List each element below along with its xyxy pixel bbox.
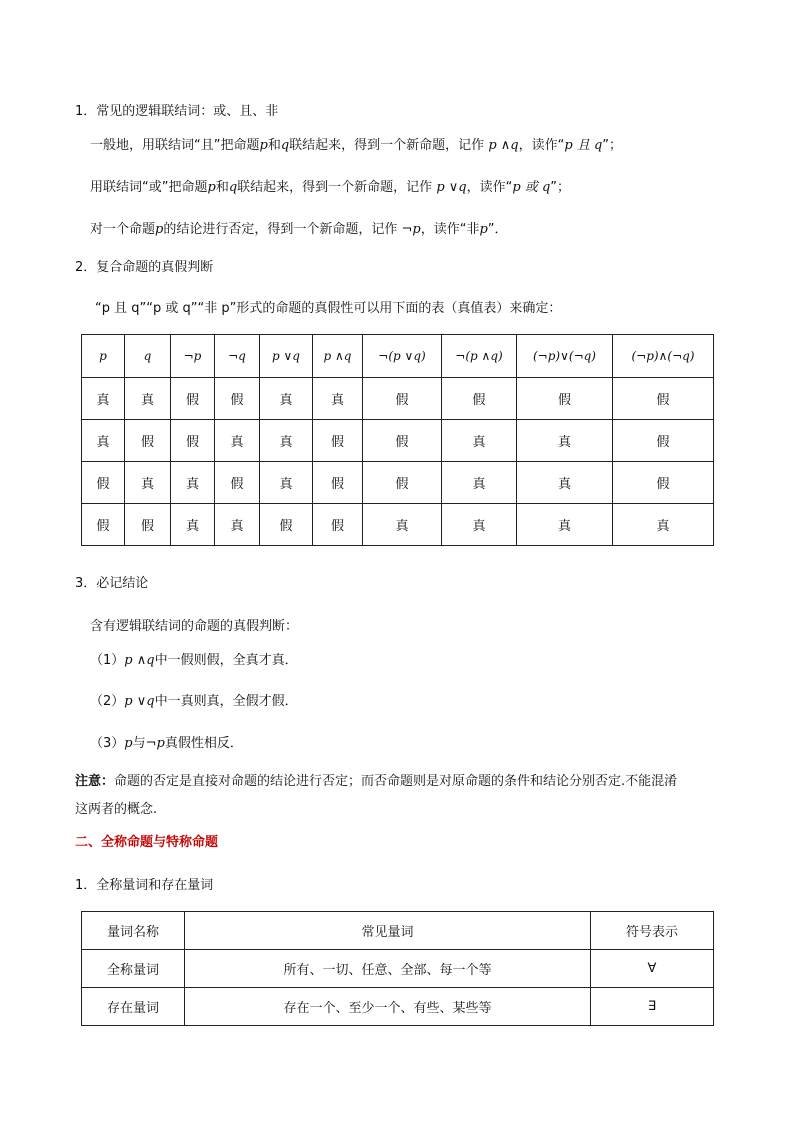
table-cell: 全称量词	[82, 950, 185, 988]
table-cell: 真	[260, 420, 313, 462]
table-cell: ∃	[591, 988, 714, 1026]
section-heading-1: 1．常见的逻辑联结词：或、且、非	[75, 104, 279, 119]
or-expression: p ∨q	[436, 180, 467, 195]
table-cell: 真	[171, 504, 215, 546]
table-row	[82, 378, 714, 420]
table-cell: 真	[442, 420, 517, 462]
table-cell: 假	[313, 420, 363, 462]
table-cell: 真	[260, 378, 313, 420]
table-row	[82, 420, 714, 462]
header-cell: 符号表示	[591, 912, 714, 950]
table-row	[82, 462, 714, 504]
table-cell: 真	[517, 420, 613, 462]
line-or: 用联结词“或”把命题p和q联结起来，得到一个新命题，记作 p ∨q，读作“p 或 q”；	[90, 180, 571, 195]
table-cell: 假	[125, 504, 171, 546]
note-line-1: 注意：命题的否定是直接对命题的结论进行否定；而否命题则是对原命题的条件和结论分别否定.不能混淆	[75, 774, 678, 789]
note-label: 注意：	[75, 774, 115, 789]
chapter-heading: 二、全称命题与特称命题	[75, 835, 219, 850]
table-cell: 真	[171, 462, 215, 504]
table-cell: 假	[363, 420, 442, 462]
table-cell: 假	[313, 504, 363, 546]
header-cell: 常见量词	[185, 912, 591, 950]
table-cell: 真	[517, 462, 613, 504]
quantifier-table	[81, 911, 714, 1026]
header-cell: ¬p	[171, 335, 215, 378]
header-cell: ¬q	[215, 335, 260, 378]
table-cell: 假	[517, 378, 613, 420]
header-cell: q	[125, 335, 171, 378]
table-cell: 假	[613, 378, 714, 420]
table-cell: 真	[442, 504, 517, 546]
table-cell: 真	[125, 378, 171, 420]
table-cell: 真	[125, 462, 171, 504]
table-cell: 假	[82, 504, 125, 546]
section-heading-3: 3．必记结论	[75, 576, 149, 591]
header-cell: p ∨q	[260, 335, 313, 378]
table-cell: 假	[171, 420, 215, 462]
table-cell: 真	[442, 462, 517, 504]
header-cell: p ∧q	[313, 335, 363, 378]
table-cell: 假	[613, 462, 714, 504]
table-row	[82, 988, 714, 1026]
table-cell: 真	[517, 504, 613, 546]
table-cell: 真	[313, 378, 363, 420]
conclusion-item-3: （3）p与¬p真假性相反．	[90, 736, 243, 751]
table-cell: 所有、一切、任意、全部、每一个等	[185, 950, 591, 988]
table-cell: 真	[363, 504, 442, 546]
table-cell: 真	[82, 420, 125, 462]
truth-table-header	[82, 335, 714, 378]
table-row	[82, 950, 714, 988]
conclusion-item-2: （2）p ∨q中一真则真，全假才假．	[90, 694, 298, 709]
header-cell: p	[82, 335, 125, 378]
quantifier-table-header	[82, 912, 714, 950]
table-cell: 真	[215, 420, 260, 462]
table-cell: 存在量词	[82, 988, 185, 1026]
header-cell: 量词名称	[82, 912, 185, 950]
conclusion-item-1: （1）p ∧q中一假则假，全真才真．	[90, 653, 298, 668]
table-cell: 假	[363, 462, 442, 504]
header-cell: (¬p)∨(¬q)	[517, 335, 613, 378]
table-cell: 假	[215, 462, 260, 504]
header-cell: ¬(p ∨q)	[363, 335, 442, 378]
table-cell: 真	[260, 462, 313, 504]
not-expression: ¬p	[401, 222, 421, 237]
line-not: 对一个命题p的结论进行否定，得到一个新命题，记作 ¬p，读作“非p”．	[90, 222, 508, 237]
header-cell: (¬p)∧(¬q)	[613, 335, 714, 378]
table-cell: 真	[613, 504, 714, 546]
table-cell: 真	[82, 378, 125, 420]
section-heading-2: 2．复合命题的真假判断	[75, 260, 214, 275]
truth-table-intro: “p 且 q”“p 或 q”“非 p”形式的命题的真假性可以用下面的表（真值表）来确定：	[95, 301, 562, 316]
table-cell: 假	[215, 378, 260, 420]
line-and: 一般地，用联结词“且”把命题p和q联结起来，得到一个新命题，记作 p ∧q，读作“p 且 q”；	[90, 138, 623, 153]
table-cell: 假	[125, 420, 171, 462]
table-cell: 假	[363, 378, 442, 420]
note-line-2: 这两者的概念.	[75, 802, 158, 817]
and-expression: p ∧q	[488, 138, 519, 153]
conclusion-intro: 含有逻辑联结词的命题的真假判断：	[90, 619, 299, 634]
table-cell: 假	[171, 378, 215, 420]
table-cell: 假	[82, 462, 125, 504]
truth-table	[81, 334, 714, 546]
table-cell: 真	[215, 504, 260, 546]
table-cell: 假	[313, 462, 363, 504]
table-cell: 假	[613, 420, 714, 462]
table-row	[82, 504, 714, 546]
table-cell: 假	[260, 504, 313, 546]
table-cell: ∀	[591, 950, 714, 988]
header-cell: ¬(p ∧q)	[442, 335, 517, 378]
table-cell: 存在一个、至少一个、有些、某些等	[185, 988, 591, 1026]
section-heading-4: 1．全称量词和存在量词	[75, 878, 214, 893]
table-cell: 假	[442, 378, 517, 420]
